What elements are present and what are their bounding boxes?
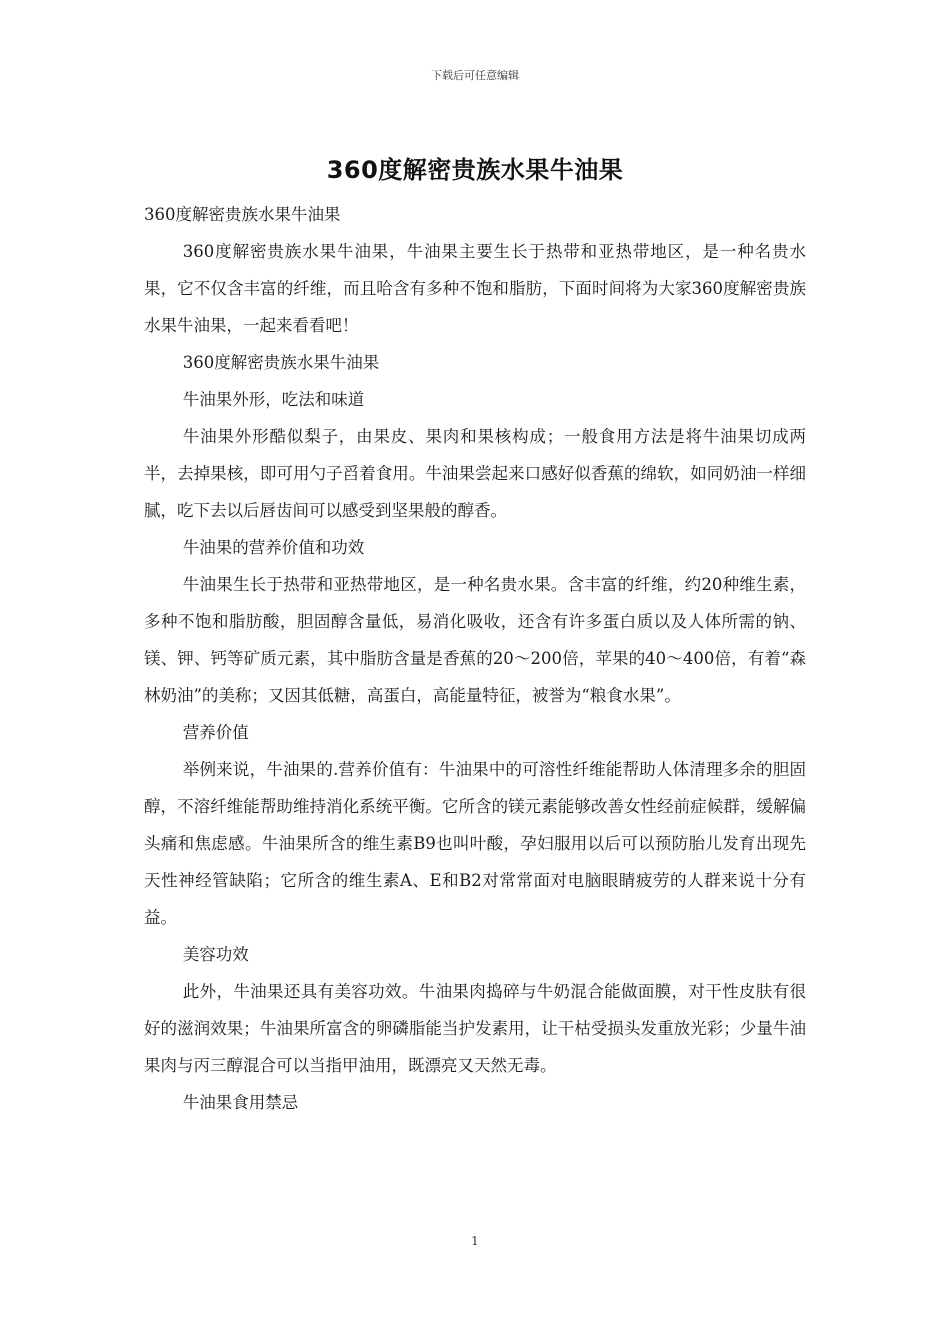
paragraph: 360度解密贵族水果牛油果，牛油果主要生长于热带和亚热带地区，是一种名贵水果，它不仅含丰富的纤维，而且哈含有多种不饱和脂肪，下面时间将为大家360度解密贵族水果牛油果，一起来看看吧！: [144, 242, 806, 335]
section-heading: 营养价值: [182, 723, 249, 742]
section-heading: 牛油果外形，吃法和味道: [182, 390, 365, 409]
document-title: 360度解密贵族水果牛油果: [326, 156, 624, 184]
paragraph: 举例来说，牛油果的.营养价值有：牛油果中的可溶性纤维能帮助人体清理多余的胆固醇，不溶纤维能帮助维持消化系统平衡。它所含的镁元素能够改善女性经前症候群，缓解偏头痛和焦虑感。牛油果所含的维生素B9也叫叶酸，孕妇服用以后可以预防胎儿发育出现先天性神经管缺陷；它所含的维生素A、E和B2对常常面对电脑眼睛疲劳的人群来说十分有益。: [144, 760, 806, 927]
paragraph: 牛油果外形酷似梨子，由果皮、果肉和果核构成；一般食用方法是将牛油果切成两半，去掉果核，即可用勺子舀着食用。牛油果尝起来口感好似香蕉的绵软，如同奶油一样细腻，吃下去以后唇齿间可以感受到坚果般的醇香。: [144, 427, 806, 520]
section-heading: 牛油果的营养价值和功效: [182, 538, 365, 557]
document-body: [144, 196, 806, 1121]
section-heading: 360度解密贵族水果牛油果: [182, 353, 380, 372]
section-heading: 美容功效: [182, 945, 249, 964]
page-number: 1: [471, 1234, 479, 1248]
paragraph: 此外，牛油果还具有美容功效。牛油果肉捣碎与牛奶混合能做面膜，对干性皮肤有很好的滋润效果；牛油果所富含的卵磷脂能当护发素用，让干枯受损头发重放光彩；少量牛油果肉与丙三醇混合可以当指甲油用，既漂亮又天然无毒。: [144, 982, 806, 1075]
section-heading: 牛油果食用禁忌: [182, 1093, 299, 1112]
paragraph: 360度解密贵族水果牛油果: [144, 205, 341, 224]
header-note: 下载后可任意编辑: [431, 69, 519, 82]
paragraph: 牛油果生长于热带和亚热带地区，是一种名贵水果。含丰富的纤维，约20种维生素，多种不饱和脂肪酸，胆固醇含量低，易消化吸收，还含有许多蛋白质以及人体所需的钠、镁、钾、钙等矿质元素，其中脂肪含量是香蕉的20～200倍，苹果的40～400倍，有着“森林奶油”的美称；又因其低糖，高蛋白，高能量特征，被誉为“粮食水果”。: [144, 575, 806, 705]
